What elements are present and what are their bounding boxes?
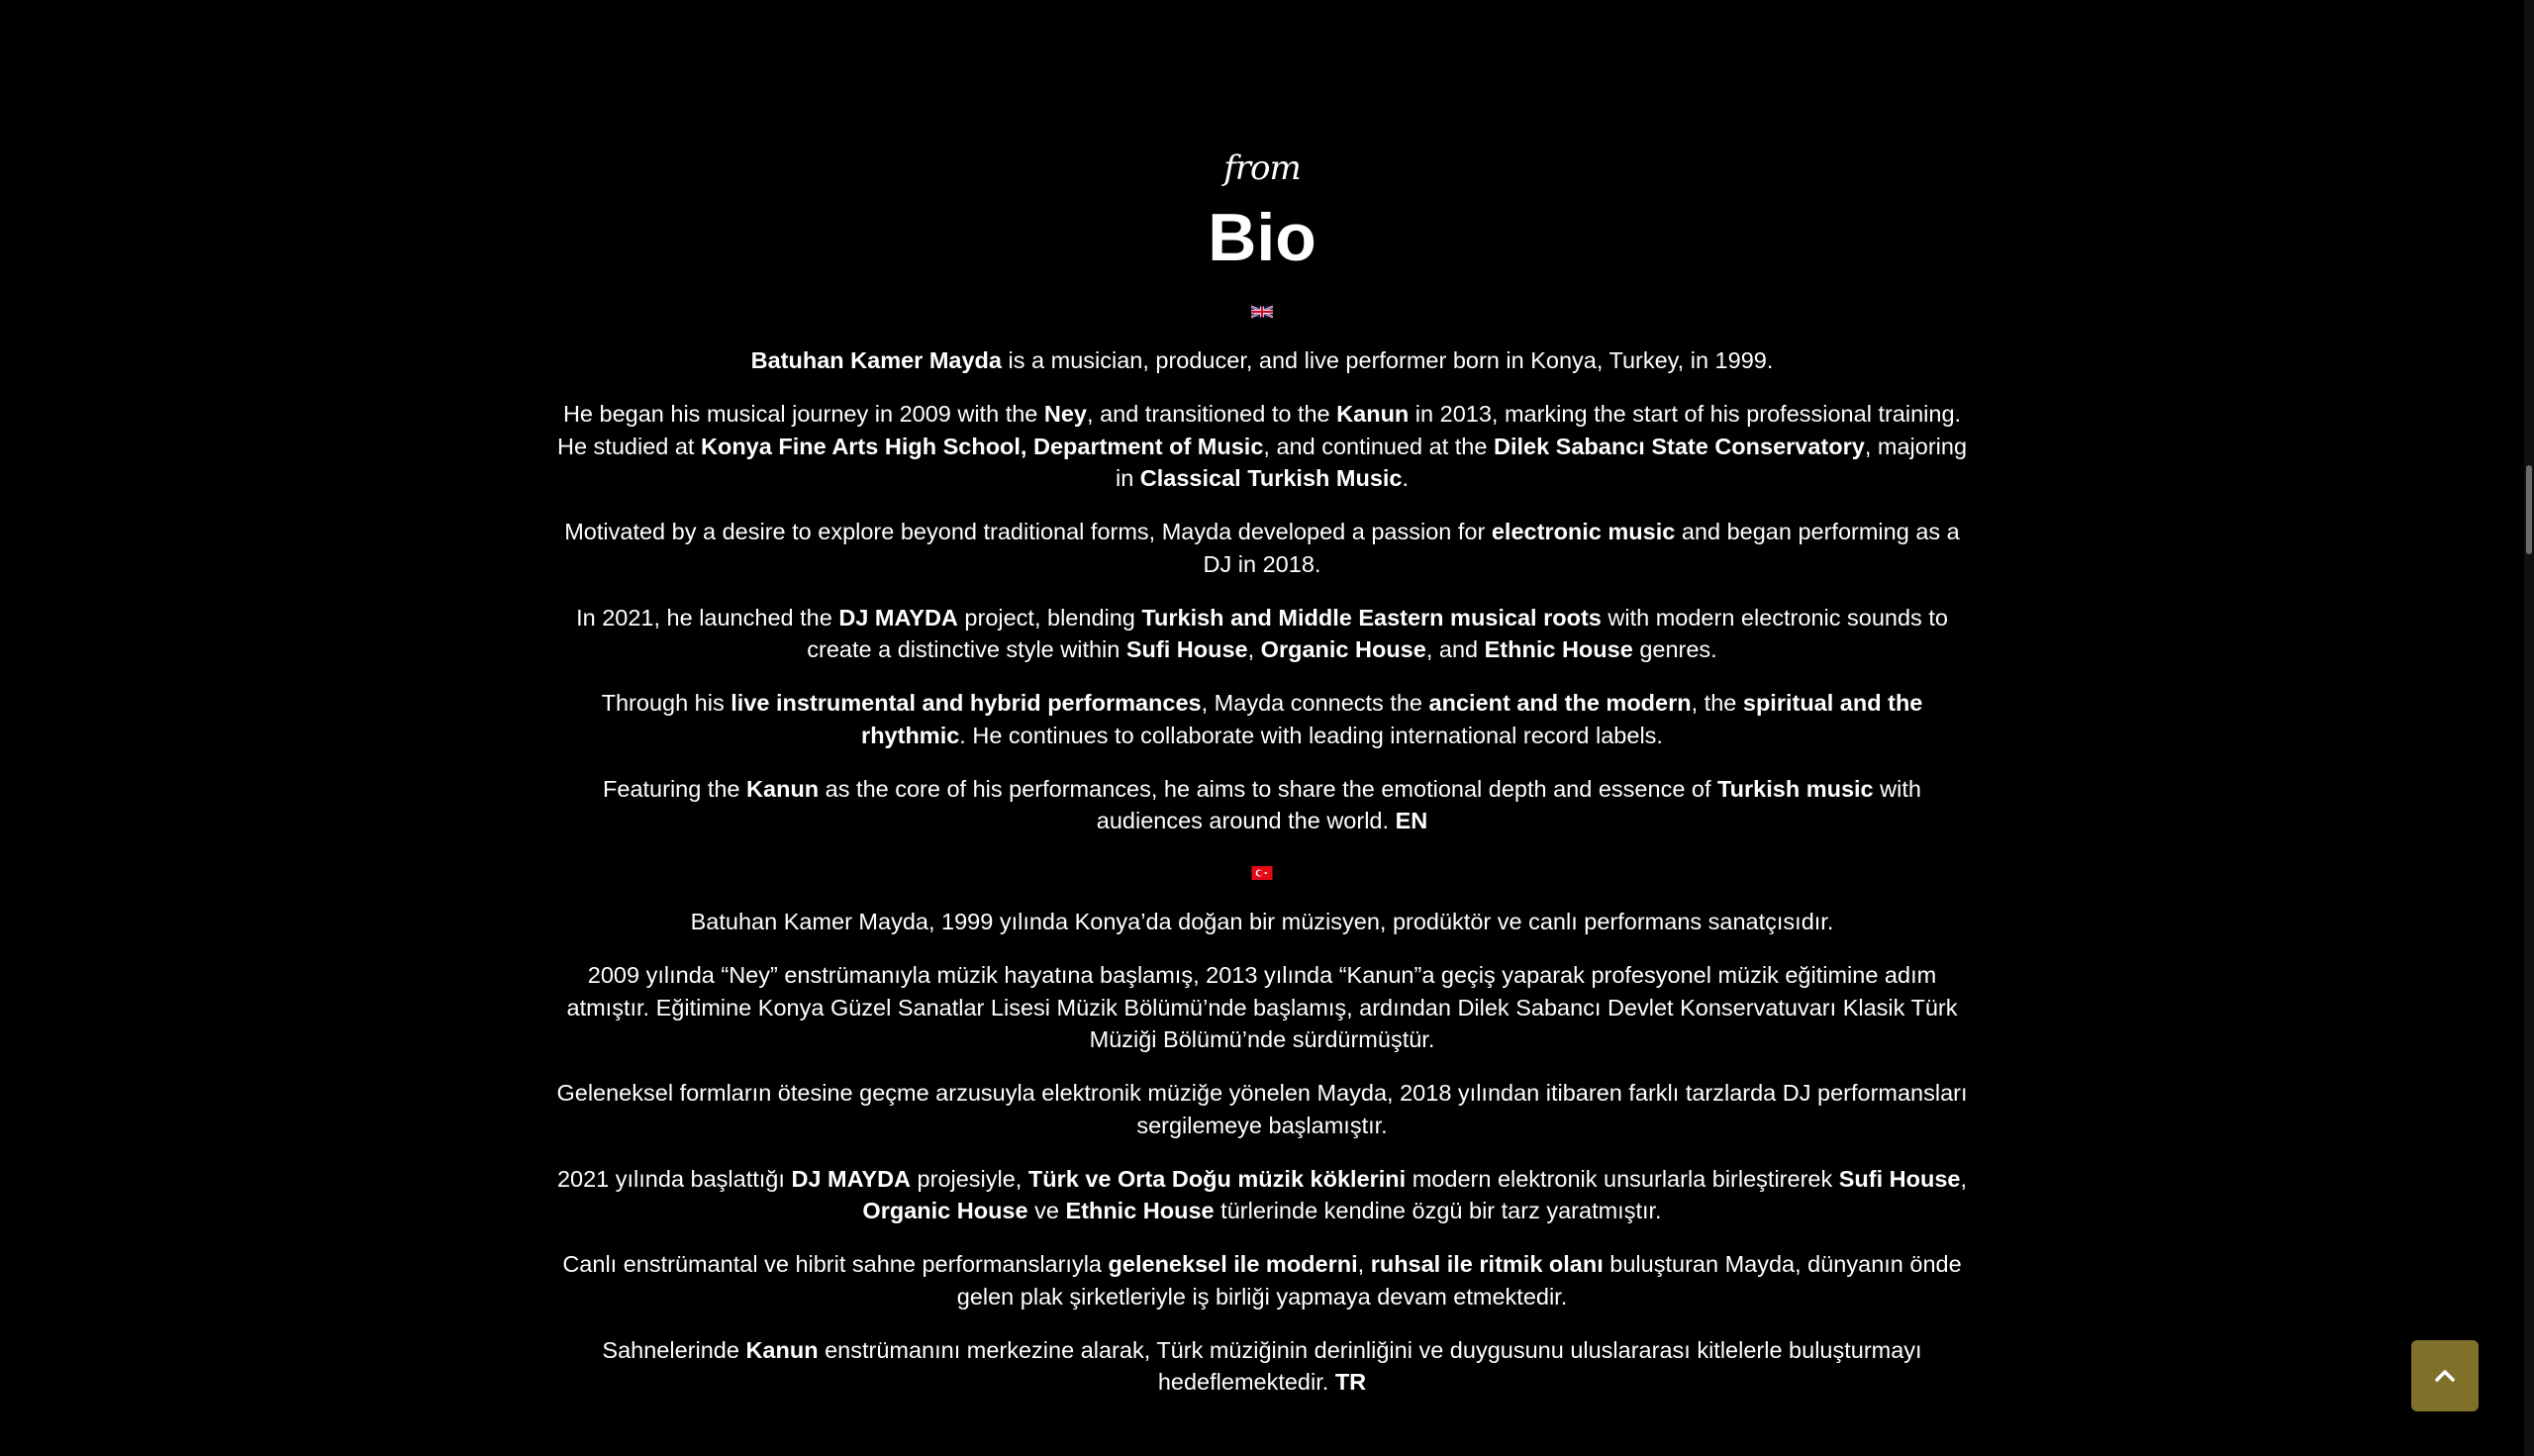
text-run: Canlı enstrümantal ve hibrit sahne performanslarıyla [562, 1251, 1109, 1277]
text-run: , and [1425, 636, 1485, 662]
text-run: . [1402, 465, 1410, 491]
text-run: Sahnelerinde [602, 1336, 746, 1363]
bold-text: Kanun [1336, 401, 1410, 427]
bold-text: spiritual and the rhythmic [861, 690, 1923, 748]
bold-text: Turkish music [1717, 775, 1874, 802]
bio-en-paragraph-3 [549, 516, 1975, 580]
text-run: genres. [1632, 636, 1717, 662]
chevron-up-icon [2434, 1369, 2456, 1383]
text-run: enstrümanını merkezine alarak, Türk müziğinin derinliğini ve duygusunu uluslararası kitlelerle buluşturmayı hedeflemektedir. [818, 1336, 1922, 1395]
text-run: Geleneksel formların ötesine geçme arzusuyla elektronik müziğe yönelen Mayda, 2018 yılından itibaren farklı tarzlarda DJ performansları sergilemeye başlamıştır. [556, 1080, 1968, 1138]
bio-tr-paragraph-6 [549, 1334, 1975, 1399]
text-run: buluşturan Mayda, dünyanın önde gelen plak şirketleriyle iş birliği yapmaya devam etmektedir. [956, 1251, 1962, 1310]
bold-text: ruhsal ile ritmik olanı [1370, 1251, 1604, 1277]
text-run: Batuhan Kamer Mayda, 1999 yılında Konya’da doğan bir müzisyen, prodüktör ve canlı performans sanatçısıdır. [690, 909, 1834, 934]
bold-text: Dilek Sabancı State Conservatory [1493, 433, 1865, 459]
bio-tr-paragraph-4 [549, 1163, 1975, 1227]
text-run: and began performing as a DJ in 2018. [1203, 519, 1960, 577]
text-run: , majoring in [1115, 433, 1968, 491]
text-run: In 2021, he launched the [576, 604, 839, 631]
bio-section [549, 139, 1975, 1419]
bold-text: Sufi House [1838, 1165, 1961, 1192]
page-title: Bio [1208, 200, 1316, 275]
bio-tr-paragraph-2 [549, 959, 1975, 1056]
text-run: as the core of his performances, he aims to share the emotional depth and essence of [819, 775, 1718, 802]
text-run: with modern electronic sounds to create a distinctive style within [807, 604, 1948, 662]
bold-text: Kanun [745, 1336, 819, 1363]
text-run: 2009 yılında “Ney” enstrümanıyla müzik hayatına başlamış, 2013 yılında “Kanun”a geçiş yaparak profesyonel müzik eğitimine adım atmıştır. Eğitimine Konya Güzel Sanatlar Lisesi Müzik Bölümü’nde başlamış, ardından Dilek Sabancı Devlet Konservatuvarı Klasik Türk Müziği Bölümü’nde sürdürmüştür. [566, 962, 1958, 1052]
text-run: is a musician, producer, and live performer born in Konya, Turkey, in 1999. [1001, 347, 1774, 373]
text-run: . He continues to collaborate with leading international record labels. [959, 722, 1663, 748]
bold-text: Batuhan Kamer Mayda [750, 347, 1002, 373]
english-flag-row [549, 297, 1975, 327]
text-run: türlerinde kendine özgü bir tarz yaratmıştır. [1214, 1198, 1662, 1223]
text-run: in 2013, marking the start of his professional training. He studied at [556, 401, 1962, 459]
text-run: projesiyle, [911, 1165, 1028, 1192]
text-run: Through his [601, 690, 731, 716]
bold-text: Organic House [862, 1198, 1028, 1223]
bold-text: ancient and the modern [1428, 690, 1692, 716]
scrollbar-thumb[interactable] [2526, 465, 2532, 554]
text-run: Featuring the [603, 775, 747, 802]
bio-en-paragraph-6 [549, 773, 1975, 837]
uk-flag-icon [1251, 305, 1273, 319]
bio-en-paragraph-2 [549, 398, 1975, 495]
scrollbar[interactable] [2524, 0, 2534, 1456]
text-run: He began his musical journey in 2009 with the [562, 401, 1044, 427]
text-run: project, blending [957, 604, 1142, 631]
turkish-flag-row [549, 858, 1975, 888]
bold-text: electronic music [1491, 519, 1676, 544]
bold-text: TR [1334, 1369, 1367, 1395]
bold-text: Türk ve Orta Doğu müzik köklerini [1027, 1165, 1407, 1192]
text-run: Motivated by a desire to explore beyond traditional forms, Mayda developed a passion for [564, 519, 1492, 544]
turkey-flag-icon [1251, 866, 1273, 880]
text-run: , [1247, 636, 1261, 662]
text-run: , [1357, 1251, 1371, 1277]
bold-text: live instrumental and hybrid performances [731, 690, 1202, 716]
text-run: modern elektronik unsurlarla birleştirerek [1406, 1165, 1839, 1192]
back-to-top-button[interactable] [2411, 1340, 2479, 1411]
text-run: , and transitioned to the [1087, 401, 1337, 427]
bold-text: Organic House [1260, 636, 1426, 662]
bold-text: Turkish and Middle Eastern musical roots [1141, 604, 1602, 631]
bold-text: Classical Turkish Music [1139, 465, 1403, 491]
bio-en-paragraph-1 [549, 344, 1975, 377]
text-run: , the [1691, 690, 1743, 716]
section-kicker: from [1223, 148, 1301, 188]
bio-tr-paragraph-5 [549, 1248, 1975, 1312]
bold-text: DJ MAYDA [791, 1165, 912, 1192]
bold-text: Kanun [746, 775, 820, 802]
bold-text: Konya Fine Arts High School, Department of Music [701, 433, 1264, 459]
bold-text: DJ MAYDA [838, 604, 958, 631]
bold-text: Ethnic House [1065, 1198, 1215, 1223]
bio-en-paragraph-4 [549, 602, 1975, 666]
bold-text: Sufi House [1125, 636, 1248, 662]
bold-text: EN [1395, 808, 1428, 833]
bold-text: Ney [1043, 401, 1088, 427]
text-run: , and continued at the [1263, 433, 1494, 459]
text-run: ve [1027, 1198, 1066, 1223]
text-run: with audiences around the world. [1096, 775, 1921, 833]
bio-tr-paragraph-1 [549, 906, 1975, 938]
bio-en-paragraph-5 [549, 687, 1975, 751]
bold-text: geleneksel ile moderni [1108, 1251, 1358, 1277]
text-run: , Mayda connects the [1201, 690, 1429, 716]
bio-tr-paragraph-3 [549, 1077, 1975, 1141]
text-run: 2021 yılında başlattığı [556, 1165, 792, 1192]
text-run: , [1960, 1165, 1968, 1192]
bold-text: Ethnic House [1484, 636, 1633, 662]
